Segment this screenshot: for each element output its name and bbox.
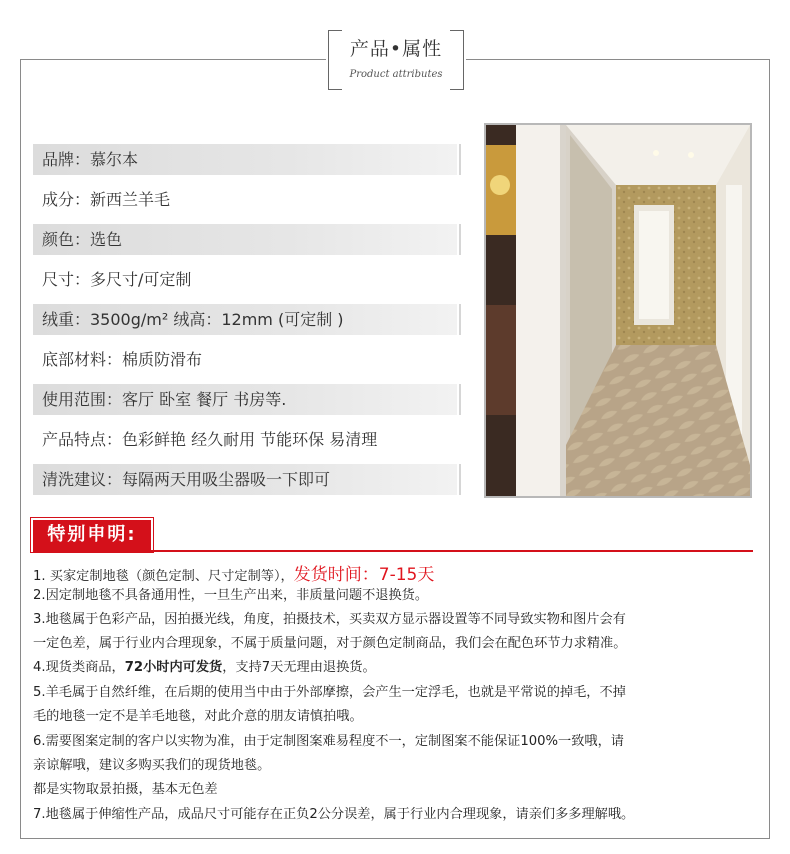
- notice-line-8: 6.需要图案定制的客户以实物为准，由于定制图案难易程度不一，定制图案不能保证100%一致哦，请: [33, 734, 624, 749]
- title-english: Product attributes: [349, 69, 443, 80]
- notice-line-5: [33, 656, 376, 675]
- room-carpet-photo: [484, 123, 752, 498]
- attr-cleaning: 清洗建议：每隔两天用吸尘器吸一下即可: [33, 464, 459, 495]
- notice-line-10: 都是实物取景拍摄，基本无色差: [33, 782, 218, 797]
- shipping-time-highlight: 发货时间：7-15天: [293, 565, 435, 585]
- notice-line-5-bold: 72小时内可发货: [124, 660, 223, 675]
- frame-top-right: [466, 59, 770, 60]
- section-title: [326, 30, 466, 90]
- notice-line-6: 5.羊毛属于自然纤维，在后期的使用当中由于外部摩擦，会产生一定浮毛，也就是平常说的掉毛，不掉: [33, 685, 626, 700]
- notice-line-7: 毛的地毯一定不是羊毛地毯，对此介意的朋友请慎拍哦。: [33, 709, 363, 724]
- frame-right: [769, 59, 770, 839]
- frame-bottom: [20, 838, 770, 839]
- notice-line-5-a: 4.现货类商品，: [33, 660, 125, 675]
- special-notice-badge: 特别申明:: [33, 520, 151, 550]
- notice-line-4: 一定色差，属于行业内合理现象，不属于质量问题，对于颜色定制商品，我们会在配色环节力求精准。: [33, 636, 627, 651]
- room-photo-illustration: [486, 125, 750, 496]
- notice-line-3: 3.地毯属于色彩产品，因拍摄光线，角度，拍摄技术，买卖双方显示器设置等不同导致实物和图片会有: [33, 612, 626, 627]
- frame-left: [20, 59, 21, 839]
- notice-line-11: 7.地毯属于伸缩性产品，成品尺寸可能存在正负2公分误差，属于行业内合理现象，请亲们多多理解哦。: [33, 807, 635, 822]
- notice-line-1-text: 1. 买家定制地毯（颜色定制、尺寸定制等），: [33, 569, 294, 584]
- attr-size: 尺寸：多尺寸/可定制: [42, 270, 192, 289]
- notice-line-2: 2.因定制地毯不具备通用性，一旦生产出来，非质量问题不退换货。: [33, 588, 429, 603]
- attr-weight-pile: 绒重：3500g/m² 绒高：12mm (可定制 ): [33, 304, 459, 335]
- attr-usage: 使用范围：客厅 卧室 餐厅 书房等.: [33, 384, 459, 415]
- notice-divider: [33, 550, 753, 552]
- title-chinese: 产品•属性: [349, 38, 443, 60]
- attr-color: 颜色：选色: [33, 224, 459, 255]
- notice-line-5-c: ，支持7天无理由退换货。: [222, 660, 376, 675]
- notice-line-1: [33, 560, 434, 585]
- attr-features: 产品特点：色彩鲜艳 经久耐用 节能环保 易清理: [42, 430, 378, 449]
- attr-brand: 品牌：慕尔本: [33, 144, 459, 175]
- frame-top-left: [20, 59, 326, 60]
- attr-material: 成分：新西兰羊毛: [42, 190, 171, 209]
- attr-backing: 底部材料：棉质防滑布: [42, 350, 203, 369]
- notice-line-9: 亲谅解哦，建议多购买我们的现货地毯。: [33, 758, 271, 773]
